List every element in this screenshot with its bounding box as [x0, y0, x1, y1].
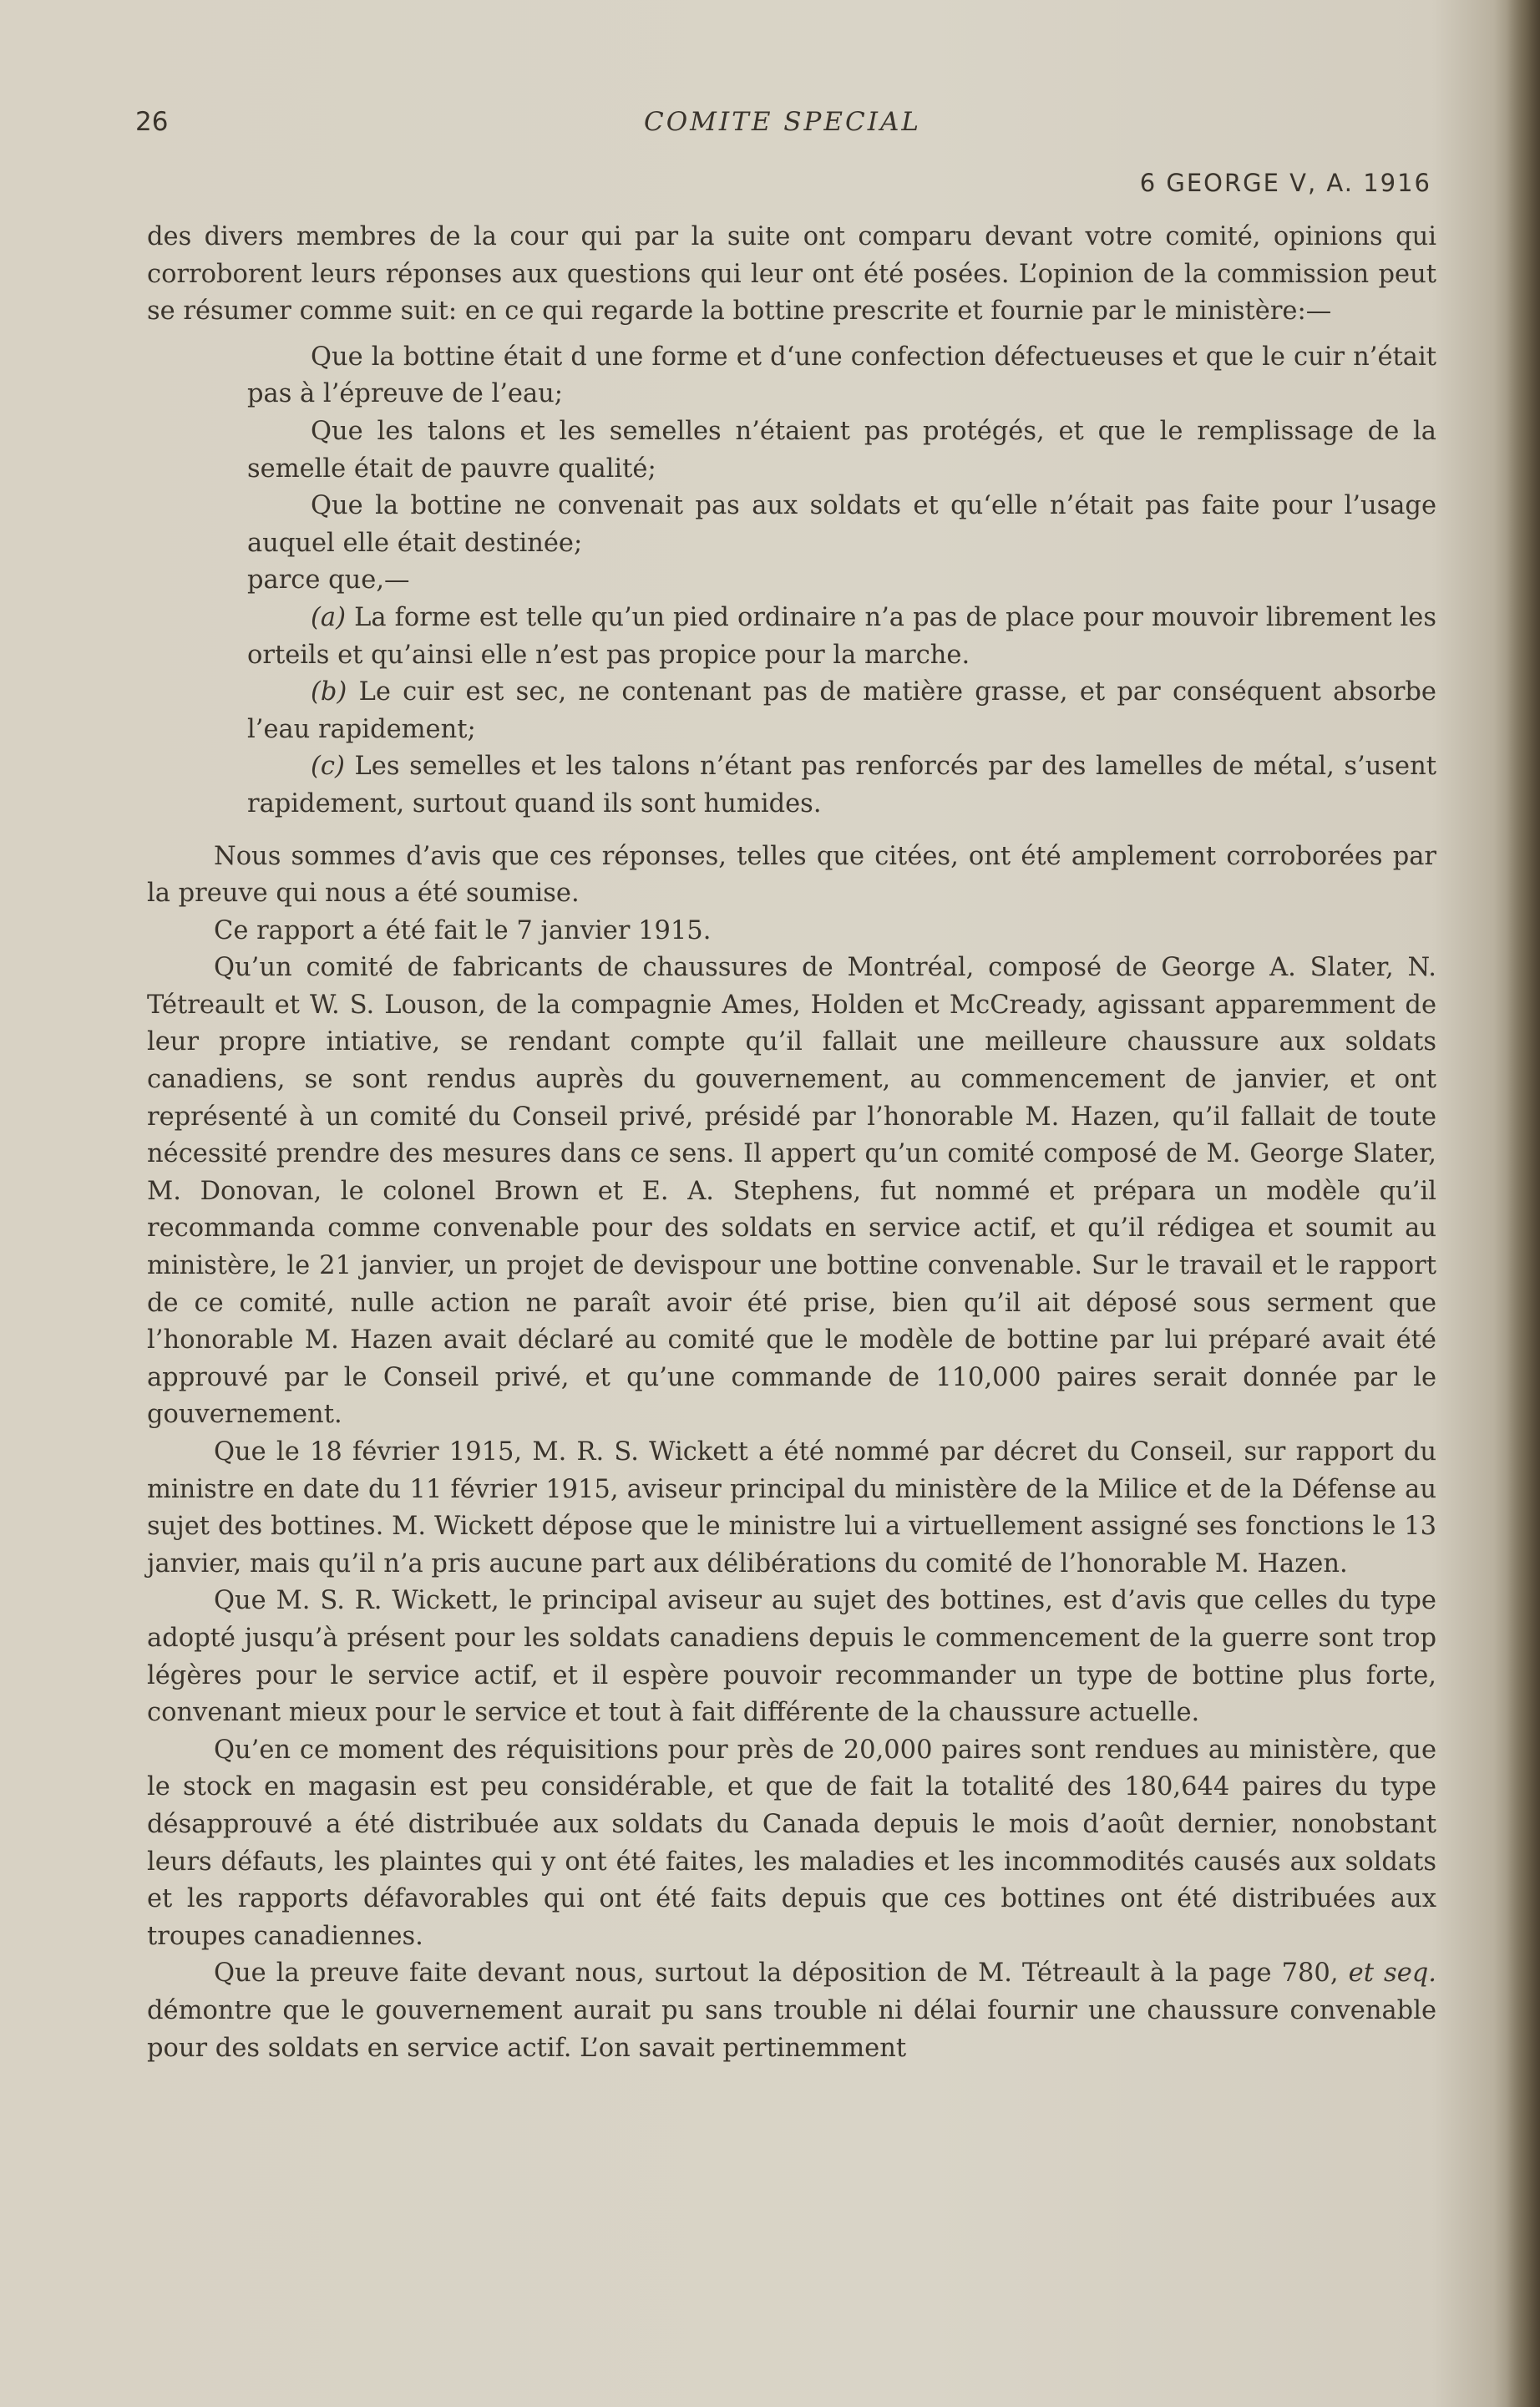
paragraph: Que le 18 février 1915, M. R. S. Wickett a été nommé par décret du Conseil, sur rapport du ministre en date du 11 février 1915, aviseur principal du ministère de la Milice et de la Défense au sujet des bottines. M. Wickett dépose que le ministre lui a virtuellement assigné ses fonctions le 13 janvier, mais qu’il n’a pris aucune part aux délibérations du comité de l’honorable M. Hazen. [147, 1437, 1436, 1578]
paragraph: Ce rapport a été fait le 7 janvier 1915. [214, 915, 712, 945]
reason-item [247, 600, 1436, 674]
book-spine-shadow [1507, 0, 1540, 2407]
page-header [135, 107, 1430, 149]
reason-marker: (c) [311, 752, 345, 782]
paragraph-last [147, 1955, 1436, 2067]
page-number: 26 [135, 107, 169, 137]
body-text [147, 219, 1436, 2067]
reason-item [247, 674, 1436, 748]
finding: Que les talons et les semelles n’étaient pas protégés, et que le remplissage de la semelle était de pauvre qualité; [247, 416, 1436, 484]
because-line: parce que,— [247, 565, 410, 595]
reason-marker: (b) [311, 677, 347, 707]
running-head: COMITE SPECIAL [644, 107, 921, 137]
reason-item [247, 748, 1436, 823]
reason-text: La forme est telle qu’un pied ordinaire n’a pas de place pour mouvoir librement les orteils et qu’ainsi elle n’est pas propice pour la marche. [247, 602, 1436, 670]
reason-text: Les semelles et les talons n’étant pas renforcés par des lamelles de métal, s’usent rapidement, surtout quand ils sont humides. [247, 752, 1437, 818]
intro-paragraph: des divers membres de la cour qui par la suite ont comparu devant votre comité, opinions qui corroborent leurs réponses aux questions qui leur ont été posées. L’opinion de la commission peut se résumer comme suit: en ce qui regarde la bottine prescrite et fournie par le ministère:— [147, 222, 1436, 327]
session-label: 6 GEORGE V, A. 1916 [1139, 169, 1431, 197]
commission-findings [147, 339, 1436, 823]
paragraph: Nous sommes d’avis que ces réponses, telles que citées, ont été amplement corroborées par la preuve qui nous a été soumise. [147, 841, 1436, 909]
finding: Que la bottine était d une forme et d‘une confection défectueuses et que le cuir n’était pas à l’épreuve de l’eau; [247, 342, 1436, 409]
paragraph: Que M. S. R. Wickett, le principal aviseur au sujet des bottines, est d’avis que celles du type adopté jusqu’à présent pour les soldats canadiens depuis le commencement de la guerre sont trop légères pour le service actif, et il espère pouvoir recommander un type de bottine plus forte, convenant mieux pour le service et tout à fait différente de la chaussure actuelle. [147, 1586, 1436, 1728]
last-text-before: Que la preuve faite devant nous, surtout la déposition de M. Tétreault à la page 780, [214, 1959, 1339, 1989]
last-text-italic: et seq. [1348, 1959, 1436, 1989]
last-text-after: démontre que le gouvernement aurait pu sans trouble ni délai fournir une chaussure convenable pour des soldats en service actif. L’on savait pertinemment [147, 1995, 1436, 2063]
paragraph: Qu’un comité de fabricants de chaussures de Montréal, composé de George A. Slater, N. Tétreault et W. S. Louson, de la compagnie Ames, Holden et McCready, agissant apparemment de leur propre intiative, se rendant compte qu’il fallait une meilleure chaussure aux soldats canadiens, se sont rendus auprès du gouvernement, au commencement de janvier, et ont représenté à un comité du Conseil privé, présidé par l’honorable M. Hazen, qu’il fallait de toute nécessité prendre des mesures dans ce sens. Il appert qu’un comité composé de M. George Slater, M. Donovan, le colonel Brown et E. A. Stephens, fut nommé et prépara un modèle qu’il recommanda comme convenable pour des soldats en service actif, et qu’il rédigea et soumit au ministère, le 21 janvier, un projet de devispour une bottine convenable. Sur le travail et le rapport de ce comité, nulle action ne paraît avoir été prise, bien qu’il ait déposé sous serment que l’honorable M. Hazen avait déclaré au comité que le modèle de bottine par lui préparé avait été approuvé par le Conseil privé, et qu’une commande de 110,000 paires serait donnée par le gouvernement. [147, 953, 1436, 1430]
reason-text: Le cuir est sec, ne contenant pas de matière grasse, et par conséquent absorbe l’eau rapidement; [247, 677, 1436, 744]
paragraph: Qu’en ce moment des réquisitions pour près de 20,000 paires sont rendues au ministère, que le stock en magasin est peu considérable, et que de fait la totalité des 180,644 paires du type désapprouvé a été distribuée aux soldats du Canada depuis le mois d’août dernier, nonobstant leurs défauts, les plaintes qui y ont été faites, les maladies et les incommodités causés aux soldats et les rapports défavorables qui ont été faits depuis que ces bottines ont été distribuées aux troupes canadiennes. [147, 1735, 1436, 1951]
finding: Que la bottine ne convenait pas aux soldats et qu‘elle n’était pas faite pour l’usage auquel elle était destinée; [247, 491, 1436, 558]
reason-marker: (a) [311, 602, 346, 632]
